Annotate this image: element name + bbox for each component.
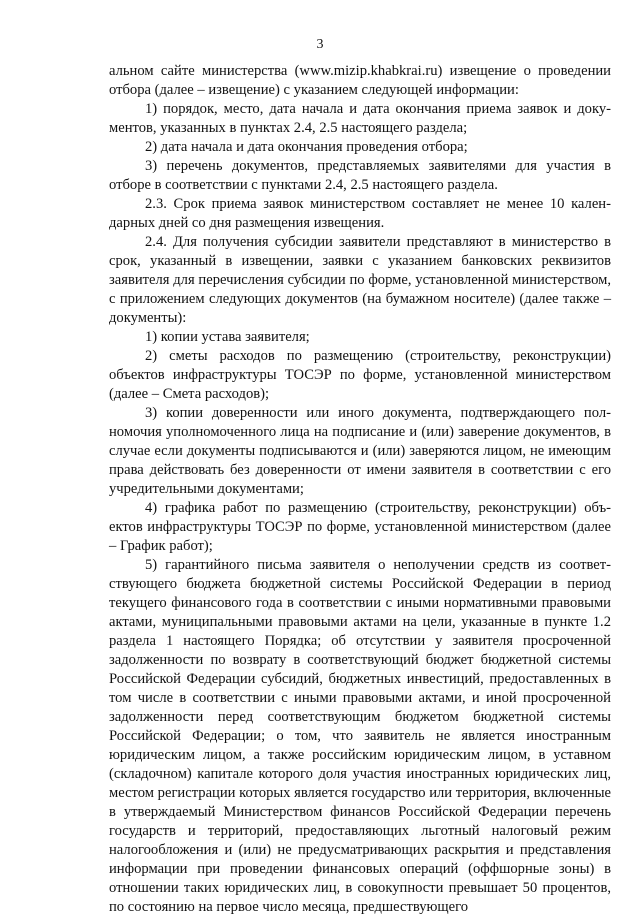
paragraph-continuation: альном сайте министерства (www.mizip.khabkrai.ru) извещение о проведении отбора (далее – извещение) с указанием следующей информации: [109, 63, 611, 98]
document-body [109, 62, 611, 917]
list-item-1-procedure: 1) порядок, место, дата начала и дата окончания приема заявок и документов, указанных в пунктах 2.4, 2.5 настоящего раздела; [109, 101, 611, 136]
doc-item-1-charter: 1) копии устава заявителя; [145, 329, 310, 345]
list-item-3-documents: 3) перечень документов, представляемых заявителями для участия в отборе в соответствии с пунктами 2.4, 2.5 настоящего раздела. [109, 158, 611, 193]
doc-item-3-power-of-attorney: 3) копии доверенности или иного документа, подтверждающего полномочия уполномоченного лица на подписание и (или) заверение документов, в случае если документы подписываются и (или) заверяются лицом, не имеющим права действовать без доверенности от имени заявителя в соответствии с его учредительными документами; [109, 405, 611, 497]
doc-item-4-schedule: 4) графика работ по размещению (строительству, реконструкции) объектов инфраструктуры ТОСЭР по форме, установленной министерством (далее – График работ); [109, 500, 611, 554]
clause-2-4: 2.4. Для получения субсидии заявители представляют в министерство в срок, указанный в извещении, заявки с указанием банковских реквизитов заявителя для перечисления субсидии по форме, установленной министерством, с приложением следующих документов (на бумажном носителе) (далее также – документы): [109, 234, 611, 326]
doc-item-5-guarantee-letter: 5) гарантийного письма заявителя о неполучении средств из соответствующего бюджета бюджетной системы Российской Федерации в период текущего финансового года в соответствии с иными нормативными правовыми актами, муниципальными правовыми актами на цели, указанные в пункте 1.2 раздела 1 настоящего Порядка; об отсутствии у заявителя просроченной задолженности по возврату в соответствующий бюджет бюджетной системы Российской Федерации субсидий, бюджетных инвестиций, предоставленных в том числе в соответствии с иными правовыми актами, и иной просроченной задолженности перед соответствующим бюджетом бюджетной системы Российской Федерации; о том, что заявитель не является иностранным юридическим лицом, а также российским юридическим лицом, в уставном (складочном) капитале которого доля участия иностранных юридических лиц, местом регистрации которых является государство или территория, включенные в утверждаемый Министерством финансов Российской Федерации перечень государств и территорий, предоставляющих льготный налоговый режим налогообложения и (или) не предусматривающих раскрытия и представления информации при проведении финансовых операций (оффшорные зоны) в отношении таких юридических лиц, в совокупности превышает 50 процентов, по состоянию на первое число месяца, предшествующего [109, 557, 611, 915]
page-number: 3 [316, 37, 324, 52]
doc-item-2-estimate: 2) сметы расходов по размещению (строительству, реконструкции) объектов инфраструктуры ТОСЭР по форме, установленной министерством (далее – Смета расходов); [109, 348, 611, 402]
list-item-2-dates: 2) дата начала и дата окончания проведения отбора; [145, 139, 468, 155]
clause-2-3: 2.3. Срок приема заявок министерством составляет не менее 10 календарных дней со дня размещения извещения. [109, 196, 611, 231]
